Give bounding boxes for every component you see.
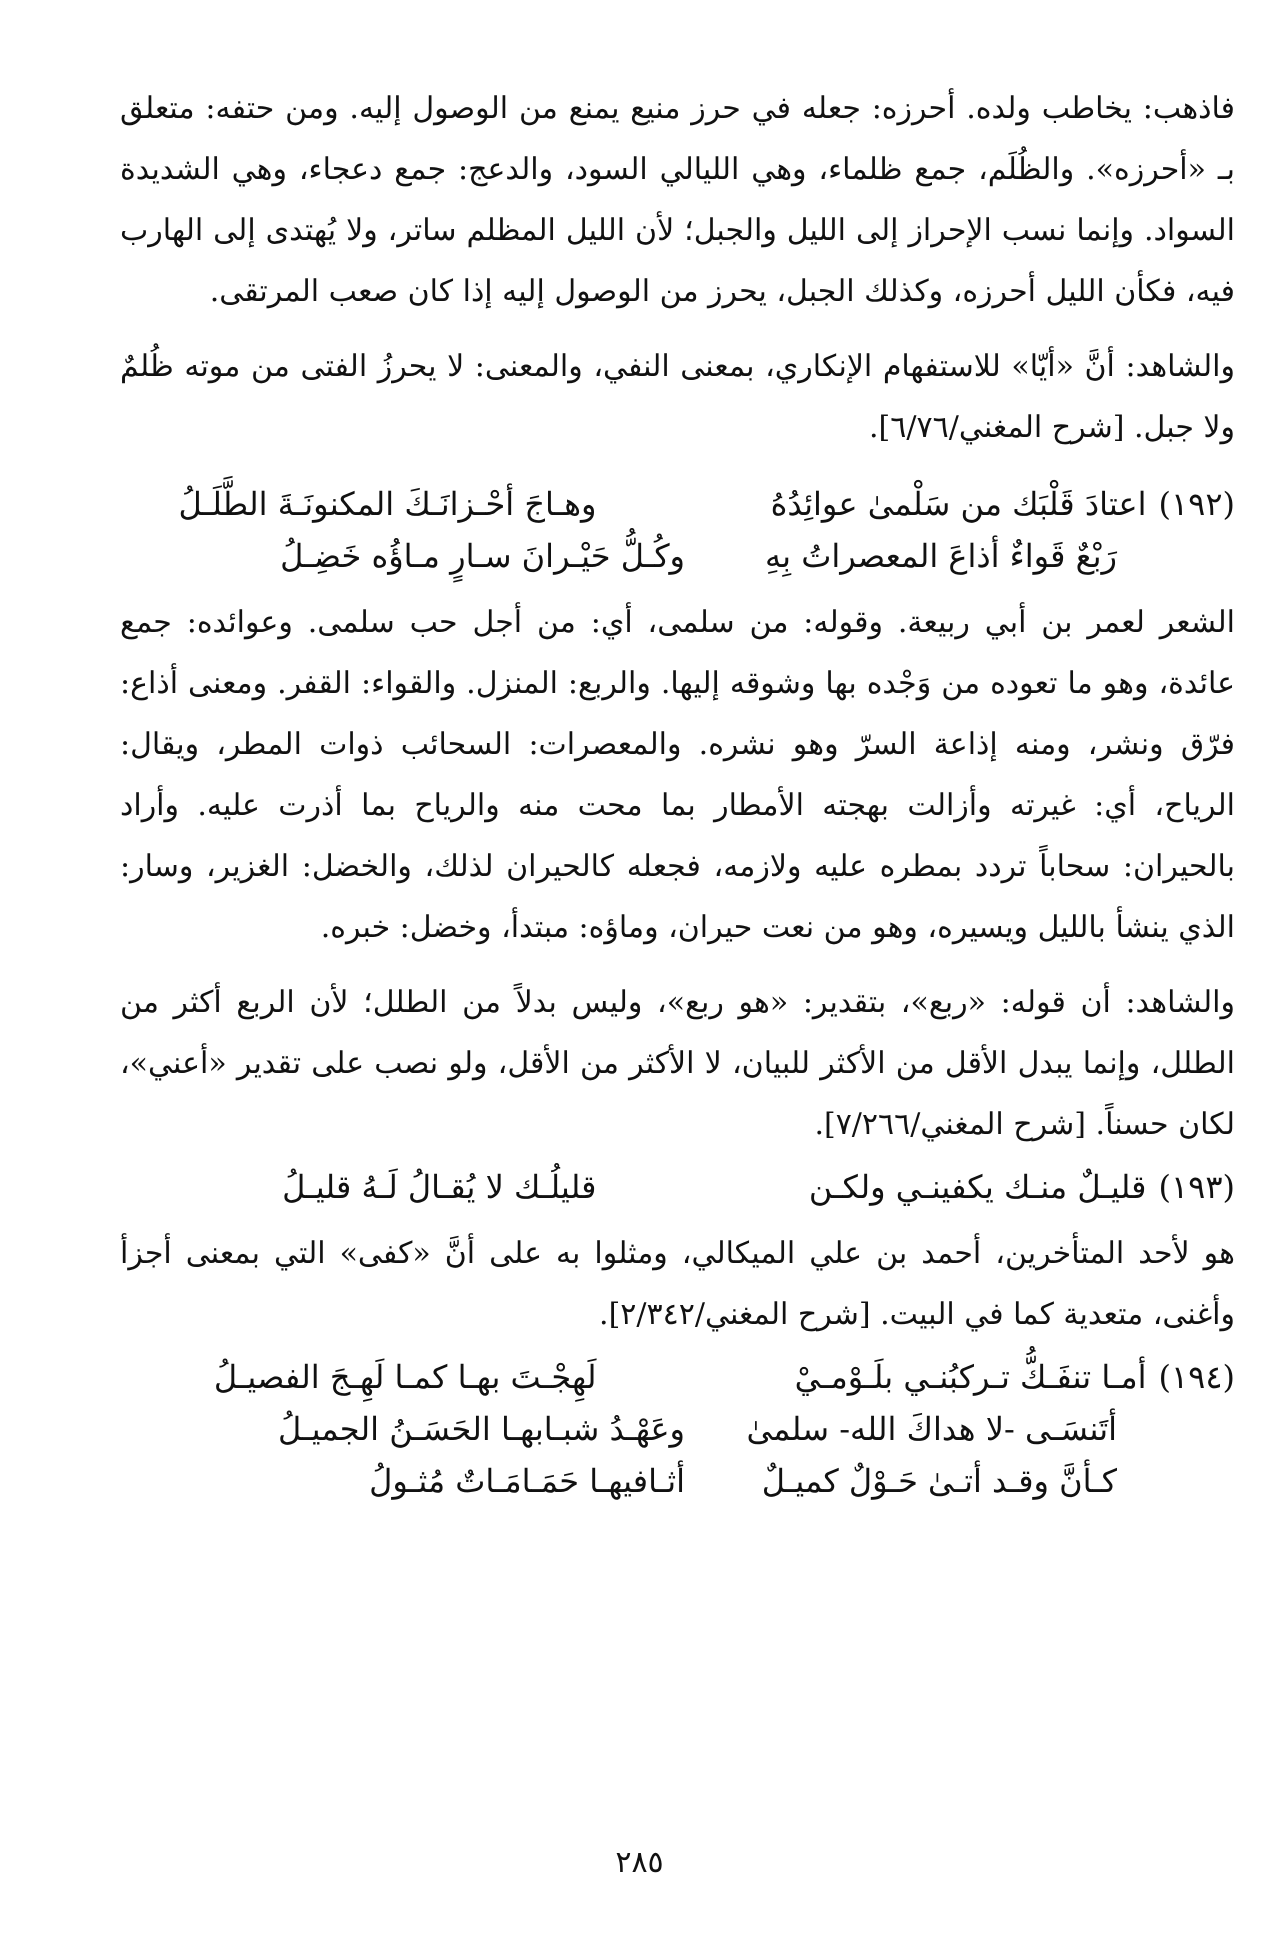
verse-193 (120, 1161, 1235, 1213)
verse-first-hemistich: قليـلٌ منـك يكفينـي ولكـن (808, 1168, 1147, 1206)
verse-first-hemistich: أمـا تنفَـكُّ تـركبُنـي بلَـوْمـيْ (794, 1358, 1147, 1396)
verse-first-hemistich: أتَنسَـى -لا هداكَ الله- سلمىٰ (746, 1410, 1117, 1448)
commentary-paragraph-1: فاذهب: يخاطب ولده. أحرزه: جعله في حرز منيع يمنع من الوصول إليه. ومن حتفه: متعلق بـ «أحرزه». والظُلَم، جمع ظلماء، وهي الليالي السود، والدعج: جمع دعجاء، وهي الشديدة السواد. وإنما نسب الإحراز إلى الليل والجبل؛ لأن الليل المظلم ساتر، ولا يُهتدى إلى الهارب فيه، فكأن الليل أحرزه، وكذلك الجبل، يحرز من الوصول إليه إذا كان صعب المرتقى. (120, 91, 1235, 309)
commentary-paragraph-3: هو لأحد المتأخرين، أحمد بن علي الميكالي، ومثلوا به على أنَّ «كفى» التي بمعنى أجزأ وأغنى، متعدية كما في البيت. [شرح المغني/٢/٣٤٢]. (120, 1236, 1235, 1332)
verse-line (120, 478, 1235, 530)
verse-line (120, 530, 1235, 582)
verse-line (120, 1455, 1235, 1507)
verse-194 (120, 1351, 1235, 1507)
verse-second-hemistich: قليلُـك لا يُقـالُ لَـهُ قليـلُ (282, 1168, 597, 1206)
commentary-paragraph-2: الشعر لعمر بن أبي ربيعة. وقوله: من سلمى، أي: من أجل حب سلمى. وعوائده: جمع عائدة، وهو ما تعوده من وَجْده بها وشوقه إليها. والربع: المنزل. والقواء: القفر. ومعنى أذاع: فرّق ونشر، ومنه إذاعة السرّ وهو نشره. والمعصرات: السحائب ذوات المطر، ويقال: الرياح، أي: غيرته وأزالت بهجته الأمطار بما محت منه والرياح بما أذرت عليه. وأراد بالحيران: سحاباً تردد بمطره عليه ولازمه، فجعله كالحيران لذلك، والخضل: الغزير، وسار: الذي ينشأ بالليل ويسيره، وهو من نعت حيران، وماؤه: مبتدأ، وخضل: خبره. (120, 605, 1235, 945)
verse-number: (١٩٢) (1158, 485, 1235, 523)
page-number: ٢٨٥ (615, 1845, 664, 1880)
shahid-paragraph-2: والشاهد: أن قوله: «ربع»، بتقدير: «هو ربع»، وليس بدلاً من الطلل؛ لأن الربع أكثر من الطلل، وإنما يبدل الأقل من الأكثر للبيان، لا الأكثر من الأقل، ولو نصب على تقدير «أعني»، لكان حسناً. [شرح المغني/٧/٢٦٦]. (120, 985, 1235, 1142)
verse-second-hemistich: أثـافيهـا حَمَـامَـاتٌ مُثـولُ (369, 1462, 685, 1500)
document-page (120, 78, 1235, 1517)
verse-line (120, 1403, 1235, 1455)
shahid-paragraph-1: والشاهد: أنَّ «أيّا» للاستفهام الإنكاري، بمعنى النفي، والمعنى: لا يحرزُ الفتى من موته ظُلمٌ ولا جبل. [شرح المغني/٦/٧٦]. (120, 349, 1236, 445)
verse-line (120, 1351, 1235, 1403)
verse-second-hemistich: وهـاجَ أحْـزانَـكَ المكنونَـةَ الطَّلَـلُ (178, 485, 597, 523)
verse-second-hemistich: وكُـلُّ حَيْـرانَ سـارٍ مـاؤُه خَضِـلُ (280, 537, 685, 575)
verse-number: (١٩٤) (1158, 1358, 1235, 1396)
verse-second-hemistich: لَهِجْـتَ بهـا كمـا لَهِـجَ الفصيـلُ (213, 1358, 597, 1396)
verse-first-hemistich: اعتادَ قَلْبَك من سَلْمىٰ عوائِدُهُ (770, 485, 1147, 523)
verse-second-hemistich: وعَهْـدُ شبـابهـا الحَسَـنُ الجميـلُ (278, 1410, 685, 1448)
verse-first-hemistich: رَبْعٌ قَواءٌ أذاعَ المعصراتُ بِهِ (764, 537, 1117, 575)
verse-number: (١٩٣) (1158, 1168, 1235, 1206)
verse-192 (120, 478, 1235, 582)
verse-first-hemistich: كـأنَّ وقـد أتـىٰ حَـوْلٌ كميـلٌ (761, 1462, 1117, 1500)
verse-line (120, 1161, 1235, 1213)
